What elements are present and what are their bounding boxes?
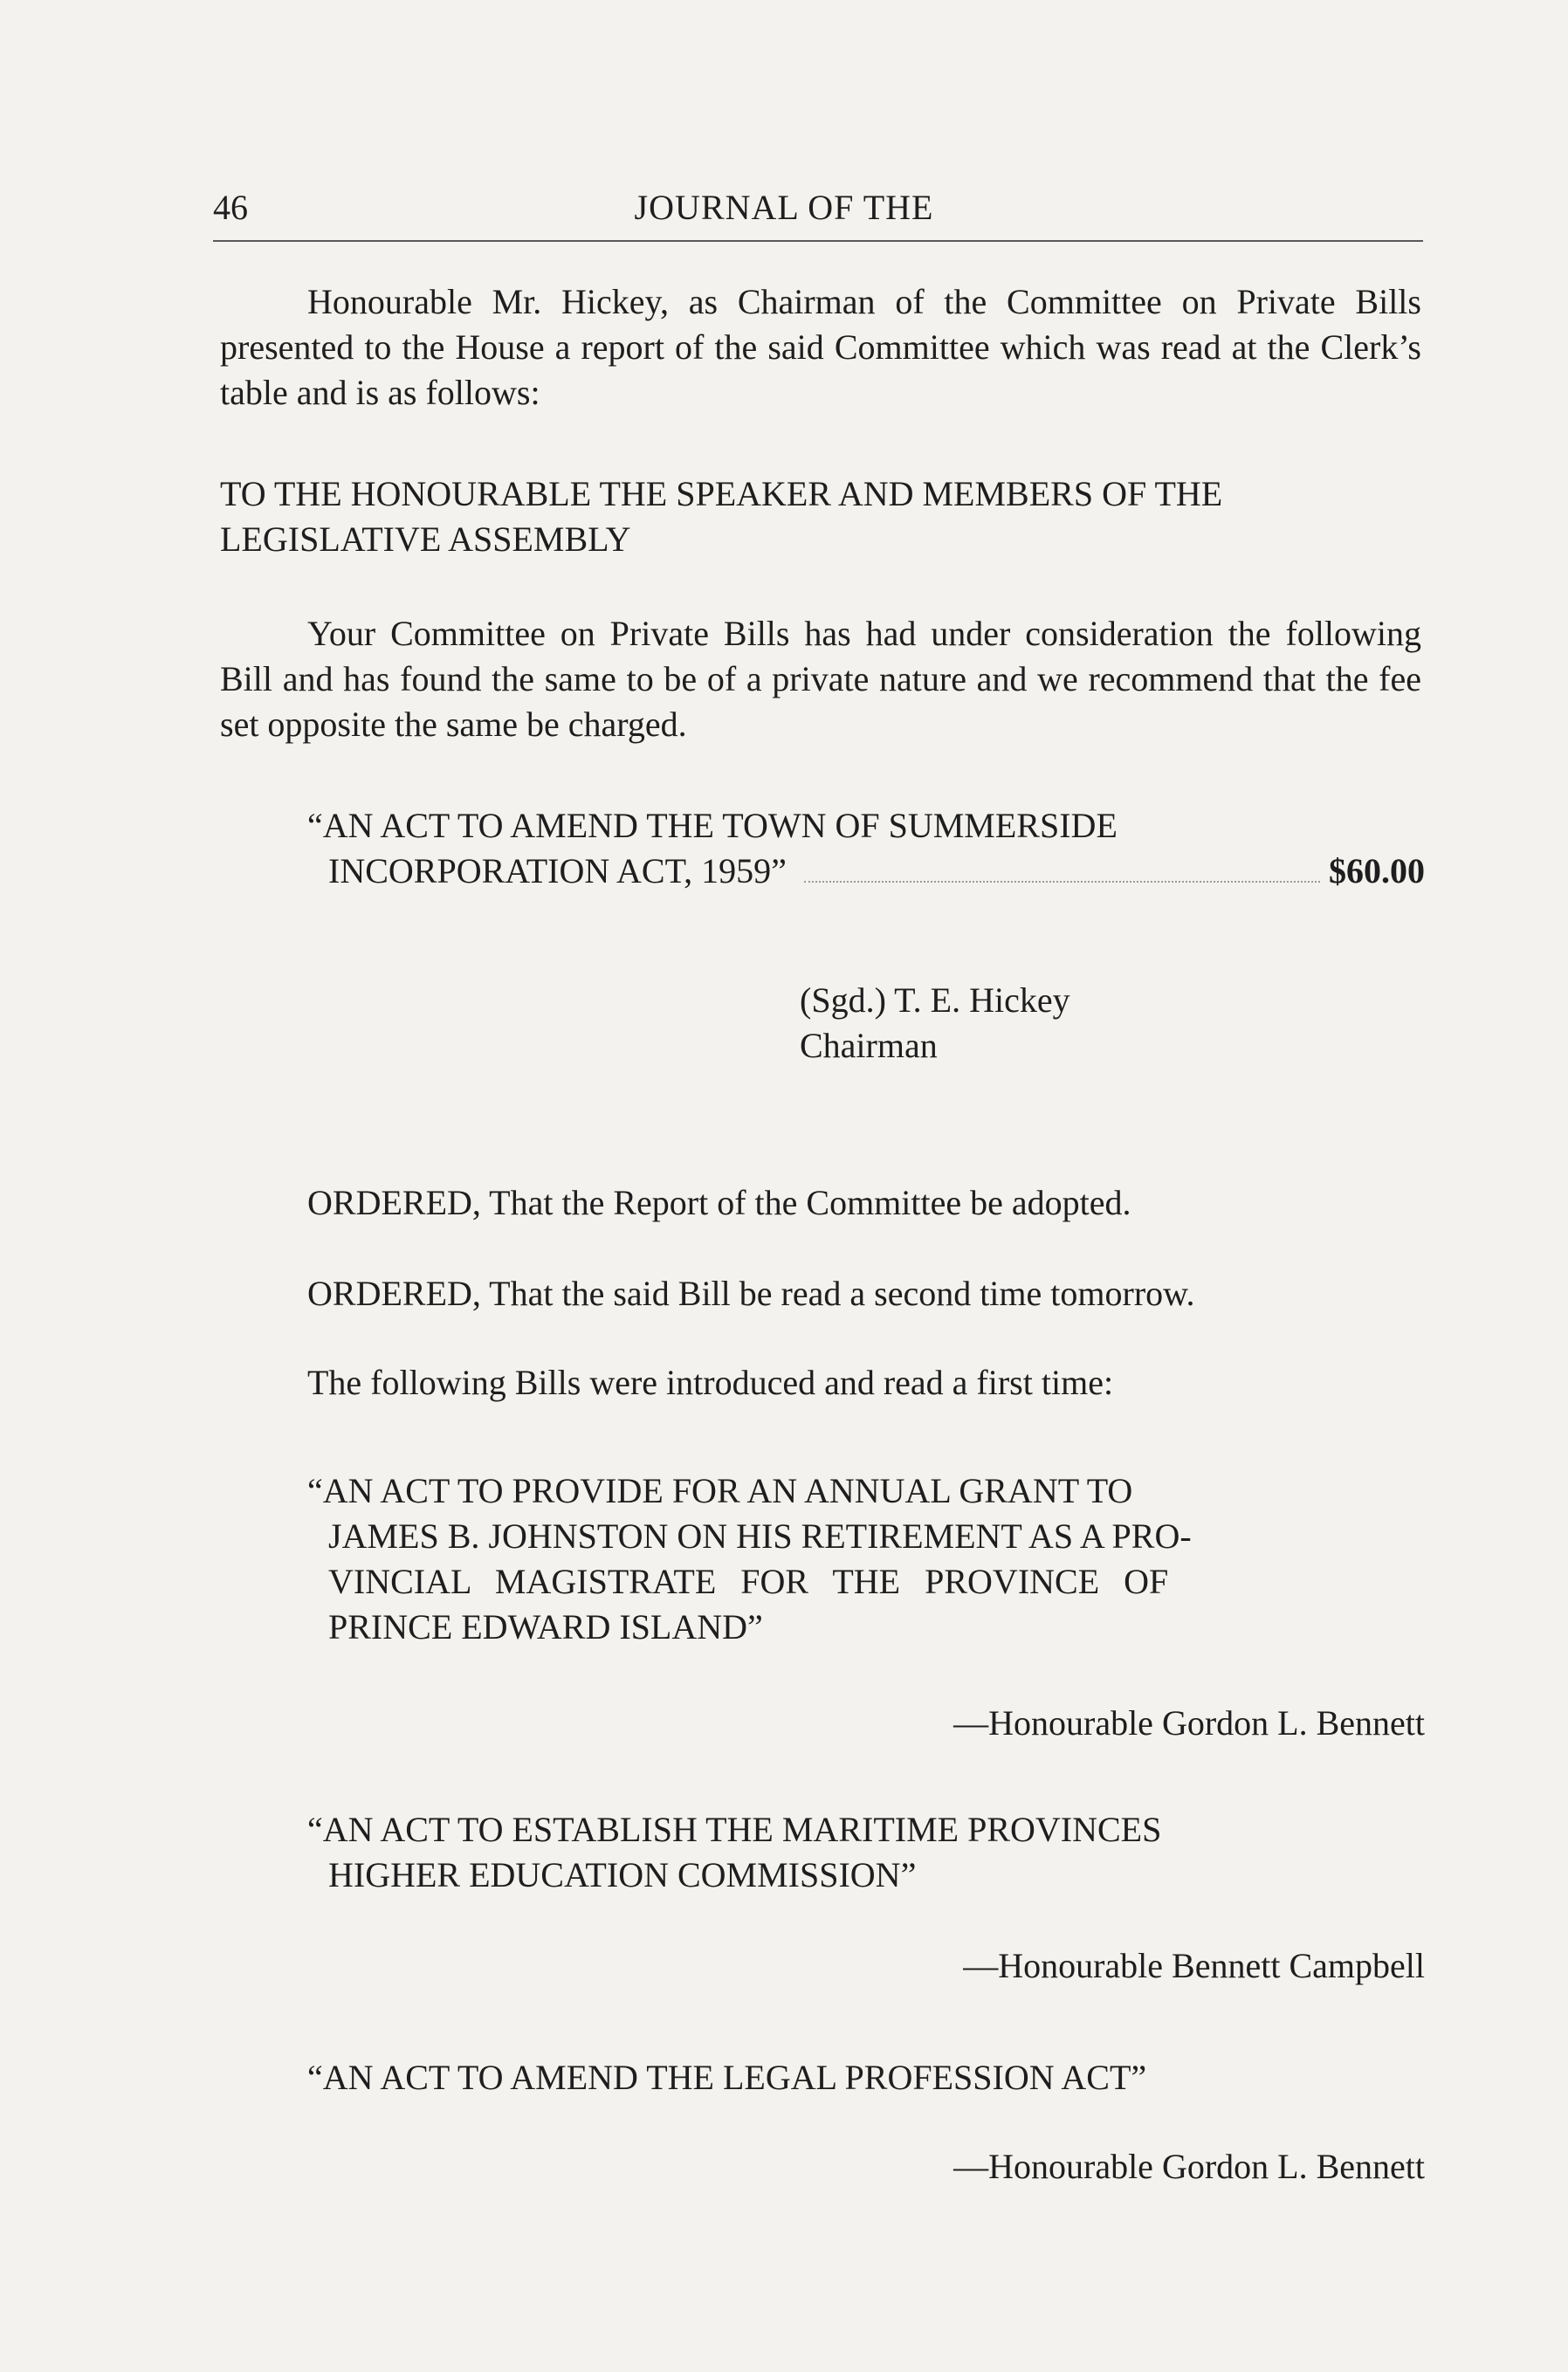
bill-2 [307, 1807, 1425, 1898]
signature-block [800, 978, 1070, 1069]
bill-2-line-1: “AN ACT TO ESTABLISH THE MARITIME PROVINCES [307, 1810, 1162, 1849]
intro-text: Honourable Mr. Hickey, as Chairman of the Committee on Private Bills presented to the House a report of the said Committee which was read at the Clerk’s table and is as follows: [220, 282, 1421, 412]
header-rule [213, 240, 1423, 242]
order-adopt-report: ORDERED, That the Report of the Committee be adopted. [307, 1183, 1131, 1222]
page-number: 46 [213, 188, 248, 227]
report-body-text: Your Committee on Private Bills has had under consideration the following Bill and has found the same to be of a private nature and we recommend that the fee set opposite the same be charged. [220, 614, 1421, 744]
bills-introduced-intro: The following Bills were introduced and read a first time: [307, 1363, 1114, 1402]
reported-bill-line-2: INCORPORATION ACT, 1959” [328, 851, 787, 890]
bill-2-sponsor: —Honourable Bennett Campbell [963, 1946, 1425, 1985]
bill-1-sponsor: —Honourable Gordon L. Bennett [953, 1703, 1425, 1743]
bill-1-line-3: VINCIAL MAGISTRATE FOR THE PROVINCE OF [328, 1562, 1169, 1601]
bill-3 [307, 2055, 1425, 2100]
signature-title: Chairman [800, 1026, 938, 1065]
bill-1-line-1: “AN ACT TO PROVIDE FOR AN ANNUAL GRANT TO [307, 1471, 1133, 1510]
page-header-title: JOURNAL OF THE [634, 188, 934, 227]
bill-1-line-4: PRINCE EDWARD ISLAND” [328, 1607, 763, 1647]
bill-3-line-1: “AN ACT TO AMEND THE LEGAL PROFESSION ACT” [307, 2058, 1147, 2097]
reported-bill-fee-line [307, 849, 1425, 894]
reported-bill-line-1: “AN ACT TO AMEND THE TOWN OF SUMMERSIDE [307, 806, 1118, 845]
order-second-reading: ORDERED, That the said Bill be read a second time tomorrow. [307, 1274, 1195, 1313]
bill-1-line-2: JAMES B. JOHNSTON ON HIS RETIREMENT AS A PRO- [328, 1516, 1192, 1556]
reported-bill [307, 803, 1425, 894]
signature-name: (Sgd.) T. E. Hickey [800, 980, 1070, 1020]
bill-2-line-2: HIGHER EDUCATION COMMISSION” [328, 1855, 917, 1894]
report-address: TO THE HONOURABLE THE SPEAKER AND MEMBERS OF THE LEGISLATIVE ASSEMBLY [220, 474, 1223, 559]
bill-3-sponsor: —Honourable Gordon L. Bennett [953, 2147, 1425, 2186]
report-body-paragraph [220, 611, 1421, 747]
dot-leader [804, 855, 1320, 883]
intro-paragraph [220, 279, 1421, 416]
bill-fee: $60.00 [1329, 851, 1425, 890]
bill-1 [307, 1468, 1425, 1650]
